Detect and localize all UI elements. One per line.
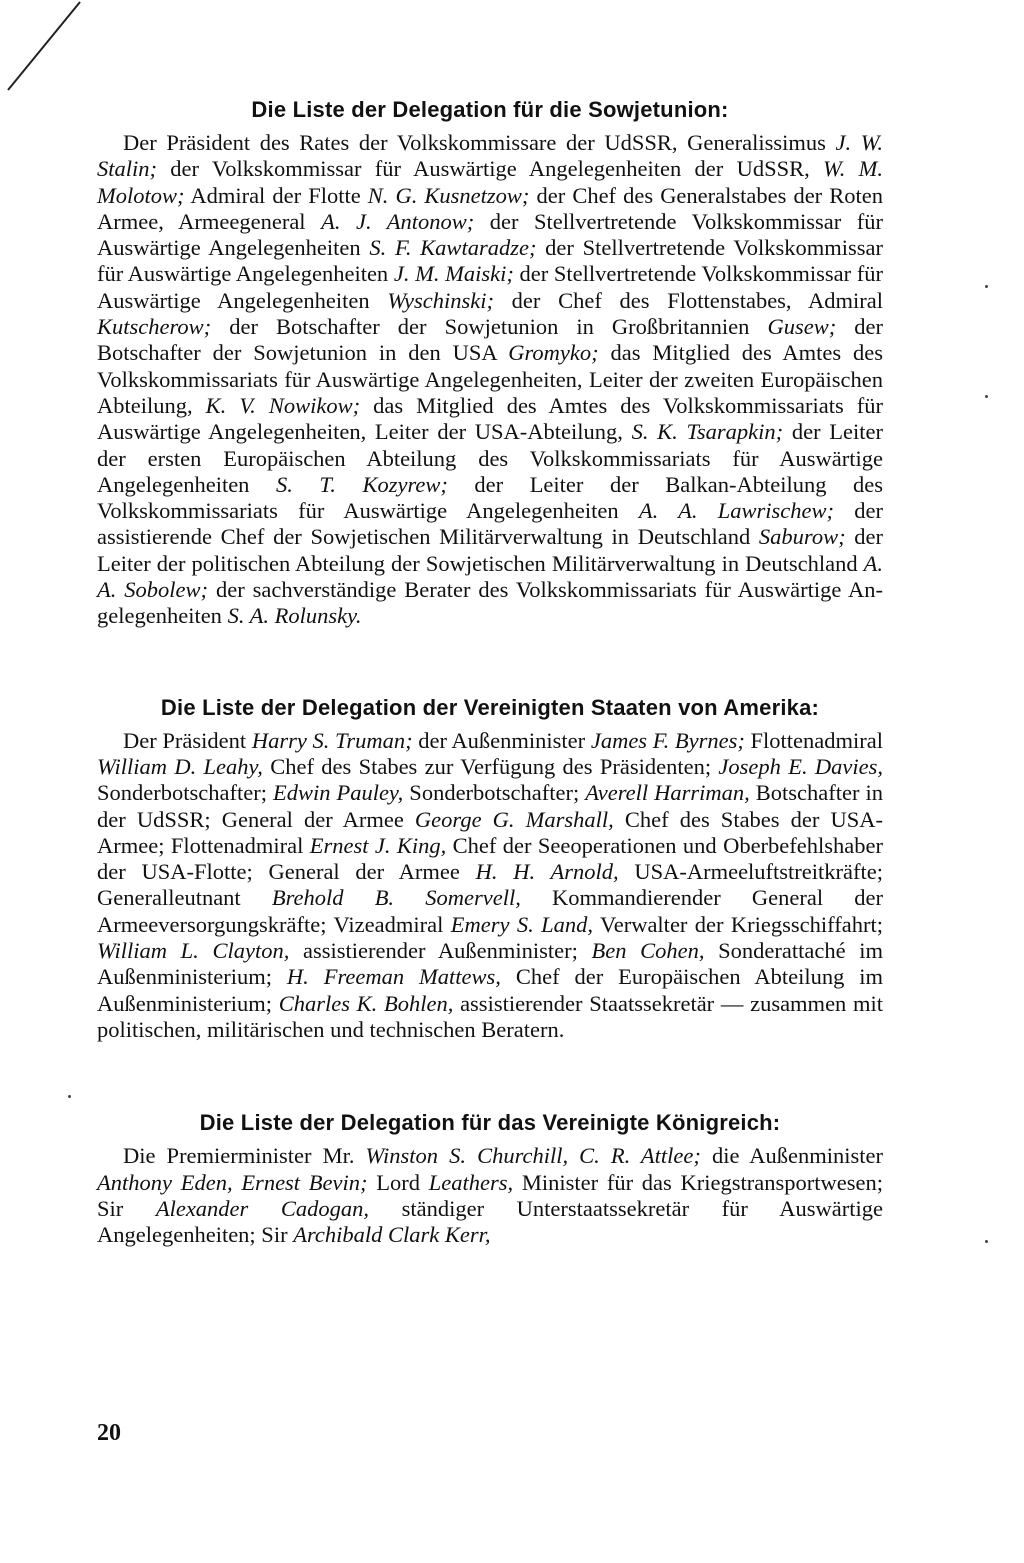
delegate-name: George G. Marshall, (414, 806, 614, 832)
delegate-name: Leathers, (428, 1169, 514, 1195)
delegate-name: Ernest J. King, (309, 832, 447, 858)
page-number: 20 (97, 1420, 121, 1446)
delegate-name: H. H. Arnold, (475, 859, 619, 885)
delegate-name: Harry S. Truman; (251, 727, 413, 753)
delegate-name: William D. Leahy, (97, 753, 263, 779)
delegate-name: S. A. Rolunsky. (227, 603, 362, 629)
delegate-name: N. G. Kusnetzow; (367, 182, 530, 208)
section-uk-delegation (97, 1109, 883, 1248)
delegate-name: A. A. Lawrischew; (638, 498, 834, 524)
section-spacer (97, 630, 883, 694)
delegate-name: Wyschinski; (387, 287, 494, 313)
delegate-name: Joseph E. Davies, (718, 753, 884, 779)
delegate-name: H. Freeman Mattews, (286, 964, 501, 990)
section-heading: Die Liste der Delegation für die Sowjetunion: (251, 97, 729, 122)
delegate-name: Anthony Eden, Ernest Bevin; (97, 1169, 368, 1195)
delegate-name: A. A. Sobolew; (97, 550, 883, 603)
section-spacer (97, 1043, 883, 1109)
section-soviet-delegation (97, 96, 883, 630)
print-speck (68, 1095, 71, 1098)
delegate-name: Charles K. Bohlen, (278, 990, 454, 1016)
delegate-name: Gromyko; (508, 340, 599, 366)
section-paragraph: Der Präsident Harry S. Truman; der Außenminister James F. Byrnes; Flottenadmiral William D. Leahy, Chef des Stabes zur Verfügung des Präsidenten; Joseph E. Davies, Sonderbotschafter; Edwin Pauley, Sonderbotschafter; Averell Harriman, Botschafter in der UdSSR; General der Armee George G. Marshall, Chef des Stabes der USA-Armee; Flottenadmiral Ernest J. King, Chef der Seeoperationen und Oberbefehlshaber der USA-Flotte; General der Armee H. H. Arnold, USA-Armeeluftstreitkräfte; Generalleutnant Brehold B. Somervell, Kommandierender General der Armeeversorgungskräfte; Vizeadmiral Emery S. Land, Verwalter der Kriegsschiffahrt; William L. Clayton, assistierender Außenminister; Ben Cohen, Sonderattaché im Außenministerium; H. Freeman Mattews, Chef der Europäischen Abteilung im Außenministerium; Charles K. Bohlen, assistierender Staatssekretär — zusammen mit politischen, militärischen und technischen Beratern. (97, 727, 884, 1042)
section-paragraph: Die Premierminister Mr. Winston S. Churchill, C. R. Attlee; die Außenminister Anthony Eden, Ernest Bevin; Lord Leathers, Minister für das Kriegstransportwesen; Sir Alexander Cadogan, ständiger Unterstaatssekretär für Auswärtige Angelegenheiten; Sir Archibald Clark Kerr, (97, 1143, 883, 1248)
delegate-name: William L. Clayton, (97, 938, 290, 964)
delegate-name: A. J. Antonow; (321, 208, 475, 234)
delegate-name: Edwin Pauley, (272, 780, 404, 806)
delegate-name: Brehold B. Somervell, (271, 885, 521, 911)
section-heading: Die Liste der Delegation für das Vereinigte Königreich: (199, 1110, 781, 1136)
margin-pen-stroke (0, 0, 90, 100)
delegate-name: K. V. Nowikow; (205, 392, 361, 418)
section-heading: Die Liste der Delegation der Vereinigten Staaten von Amerika: (160, 694, 820, 720)
delegate-name: James F. Byrnes; (590, 727, 745, 753)
delegate-name: S. F. Kawtaradze; (369, 235, 537, 261)
delegate-name: Averell Harriman, (585, 780, 750, 806)
delegate-name: W. M. Molotow; (97, 156, 883, 208)
section-usa-delegation (97, 694, 883, 1044)
delegate-name: Emery S. Land, (450, 911, 593, 937)
delegate-name: S. T. Kozyrew; (276, 471, 448, 497)
delegate-name: Saburow; (758, 524, 846, 550)
delegate-name: Ben Cohen, (591, 938, 705, 964)
print-speck (985, 395, 988, 398)
delegate-name: Alexander Cadogan, (155, 1195, 370, 1221)
delegate-name: J. M. Maiski; (393, 261, 514, 287)
print-speck (985, 1240, 988, 1243)
document-page (97, 96, 883, 1248)
delegate-name: Archibald Clark Kerr, (293, 1222, 491, 1248)
delegate-name: Gusew; (767, 314, 837, 340)
delegate-name: S. K. Tsarapkin; (631, 419, 784, 445)
delegate-name: J. W. Stalin; (97, 130, 883, 182)
print-speck (985, 285, 988, 288)
delegate-name: Winston S. Churchill, C. R. Attlee; (365, 1143, 701, 1169)
delegate-name: Kutscherow; (97, 314, 212, 340)
section-paragraph: Der Präsident des Rates der Volkskommissare der UdSSR, Generalissimus J. W. Stalin; der Volkskommissar für Auswärtige Angelegenheiten der UdSSR, W. M. Molotow; Admiral der Flotte N. G. Kusnetzow; der Chef des Generalstabes der Roten Armee, Armeegeneral A. J. Antonow; der Stellvertretende Volkskommissar für Auswärtige Angelegenheiten S. F. Kawtaradze; der Stellvertretende Volkskommissar für Auswärtige Angelegenheiten J. M. Maiski; der Stellvertretende Volkskommissar für Auswärtige Angelegenheiten Wyschinski; der Chef des Flottenstabes, Admiral Kutscherow; der Botschafter der Sowjetunion in Großbritannien Gusew; der Botschafter der Sowjetunion in den USA Gromyko; das Mitglied des Amtes des Volkskommissariats für Auswärtige Angelegenheiten, Leiter der zweiten Europäischen Abteilung, K. V. Nowikow; das Mitglied des Amtes des Volkskommissariats für Auswärtige Angelegenheiten, Leiter der USA-Abteilung, S. K. Tsarapkin; der Leiter der ersten Europäischen Abteilung des Volkskommissariats für Auswärtige Angelegenheiten S. T. Kozyrew; der Leiter der Balkan-Abteilung des Volkskommissariats für Auswärtige Angelegenheiten A. A. Lawrischew; der assistierende Chef der Sowjetischen Militärverwaltung in Deutschland Saburow; der Leiter der politischen Abteilung der Sowjetischen Militärverwaltung in Deutschland A. A. Sobolew; der sachverständige Berater des Volkskommissariats für Auswärtige Angelegenheiten S. A. Rolunsky. (97, 130, 884, 629)
